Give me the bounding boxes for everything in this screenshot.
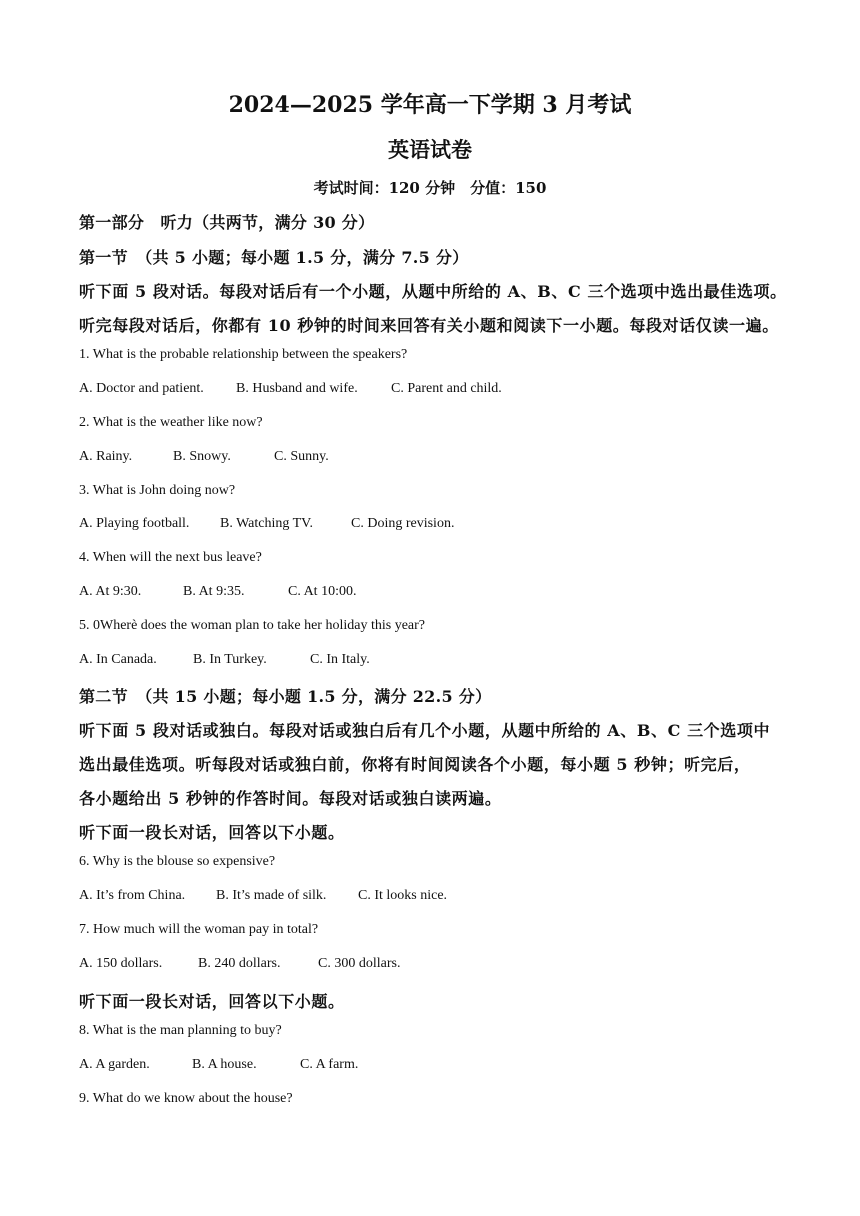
question-options — [79, 888, 447, 904]
section1-heading: 第一节 （共 5 小题；每小题 1.5 分，满分 7.5 分） — [79, 248, 469, 267]
question-options — [79, 956, 400, 972]
question-options — [79, 449, 329, 465]
exam-info: 考试时间：120 分钟 分值：150 — [313, 179, 547, 197]
option-a: A. A garden. — [79, 1057, 150, 1072]
exam-title: 2024—2025 学年高一下学期 3 月考试 — [228, 92, 632, 118]
option-a: A. Doctor and patient. — [79, 381, 204, 396]
option-c: C. 300 dollars. — [318, 956, 401, 971]
option-c: C. Doing revision. — [351, 516, 455, 531]
section2-instruction-3: 各小题给出 5 秒钟的作答时间。每段对话或独白读两遍。 — [79, 789, 502, 808]
option-a: A. At 9:30. — [79, 584, 142, 599]
option-b: B. A house. — [192, 1057, 257, 1072]
option-c: C. In Italy. — [310, 652, 370, 667]
dialogue-intro: 听下面一段长对话，回答以下小题。 — [79, 992, 345, 1011]
question-stem: 8. What is the man planning to buy? — [79, 1023, 282, 1038]
question-options — [79, 584, 356, 600]
section2-instruction-1: 听下面 5 段对话或独白。每段对话或独白后有几个小题，从题中所给的 A、B、C 三个选项中 — [79, 721, 771, 740]
section1-instruction-1: 听下面 5 段对话。每段对话后有一个小题，从题中所给的 A、B、C 三个选项中选出最佳选项。 — [79, 282, 787, 301]
option-a: A. 150 dollars. — [79, 956, 163, 971]
option-c: C. Parent and child. — [391, 381, 502, 396]
question-stem: 4. When will the next bus leave? — [79, 550, 262, 565]
option-b: B. It’s made of silk. — [216, 888, 327, 903]
question-options — [79, 381, 502, 397]
question-options — [79, 652, 370, 668]
option-c: C. A farm. — [300, 1057, 359, 1072]
option-c: C. It looks nice. — [358, 888, 448, 903]
section2-instruction-2: 选出最佳选项。听每段对话或独白前，你将有时间阅读各个小题，每小题 5 秒钟；听完后， — [79, 755, 751, 774]
option-c: C. Sunny. — [274, 449, 329, 464]
option-a: A. In Canada. — [79, 652, 157, 667]
exam-subtitle: 英语试卷 — [388, 137, 472, 162]
dialogue-intro: 听下面一段长对话，回答以下小题。 — [79, 823, 345, 842]
question-stem: 7. How much will the woman pay in total? — [79, 922, 319, 937]
option-b: B. 240 dollars. — [198, 956, 281, 971]
question-stem: 1. What is the probable relationship between the speakers? — [79, 347, 408, 362]
part1-heading: 第一部分 听力（共两节，满分 30 分） — [79, 213, 375, 232]
option-c: C. At 10:00. — [288, 584, 357, 599]
option-a: A. It’s from China. — [79, 888, 186, 903]
section1-instruction-2: 听完每段对话后，你都有 10 秒钟的时间来回答有关小题和阅读下一小题。每段对话仅读一遍。 — [79, 316, 779, 335]
section2-heading: 第二节 （共 15 小题；每小题 1.5 分，满分 22.5 分） — [79, 687, 492, 706]
question-options — [79, 1057, 358, 1073]
question-options — [79, 516, 454, 532]
question-stem: 3. What is John doing now? — [79, 483, 236, 498]
option-a: A. Playing football. — [79, 516, 190, 531]
question-stem: 9. What do we know about the house? — [79, 1091, 293, 1106]
option-b: B. At 9:35. — [183, 584, 245, 599]
option-b: B. In Turkey. — [193, 652, 267, 667]
question-stem: 5. 0Wherè does the woman plan to take her holiday this year? — [79, 618, 425, 633]
question-stem: 6. Why is the blouse so expensive? — [79, 854, 276, 869]
option-b: B. Watching TV. — [220, 516, 313, 531]
option-b: B. Snowy. — [173, 449, 231, 464]
option-a: A. Rainy. — [79, 449, 133, 464]
question-stem: 2. What is the weather like now? — [79, 415, 263, 430]
option-b: B. Husband and wife. — [236, 381, 358, 396]
